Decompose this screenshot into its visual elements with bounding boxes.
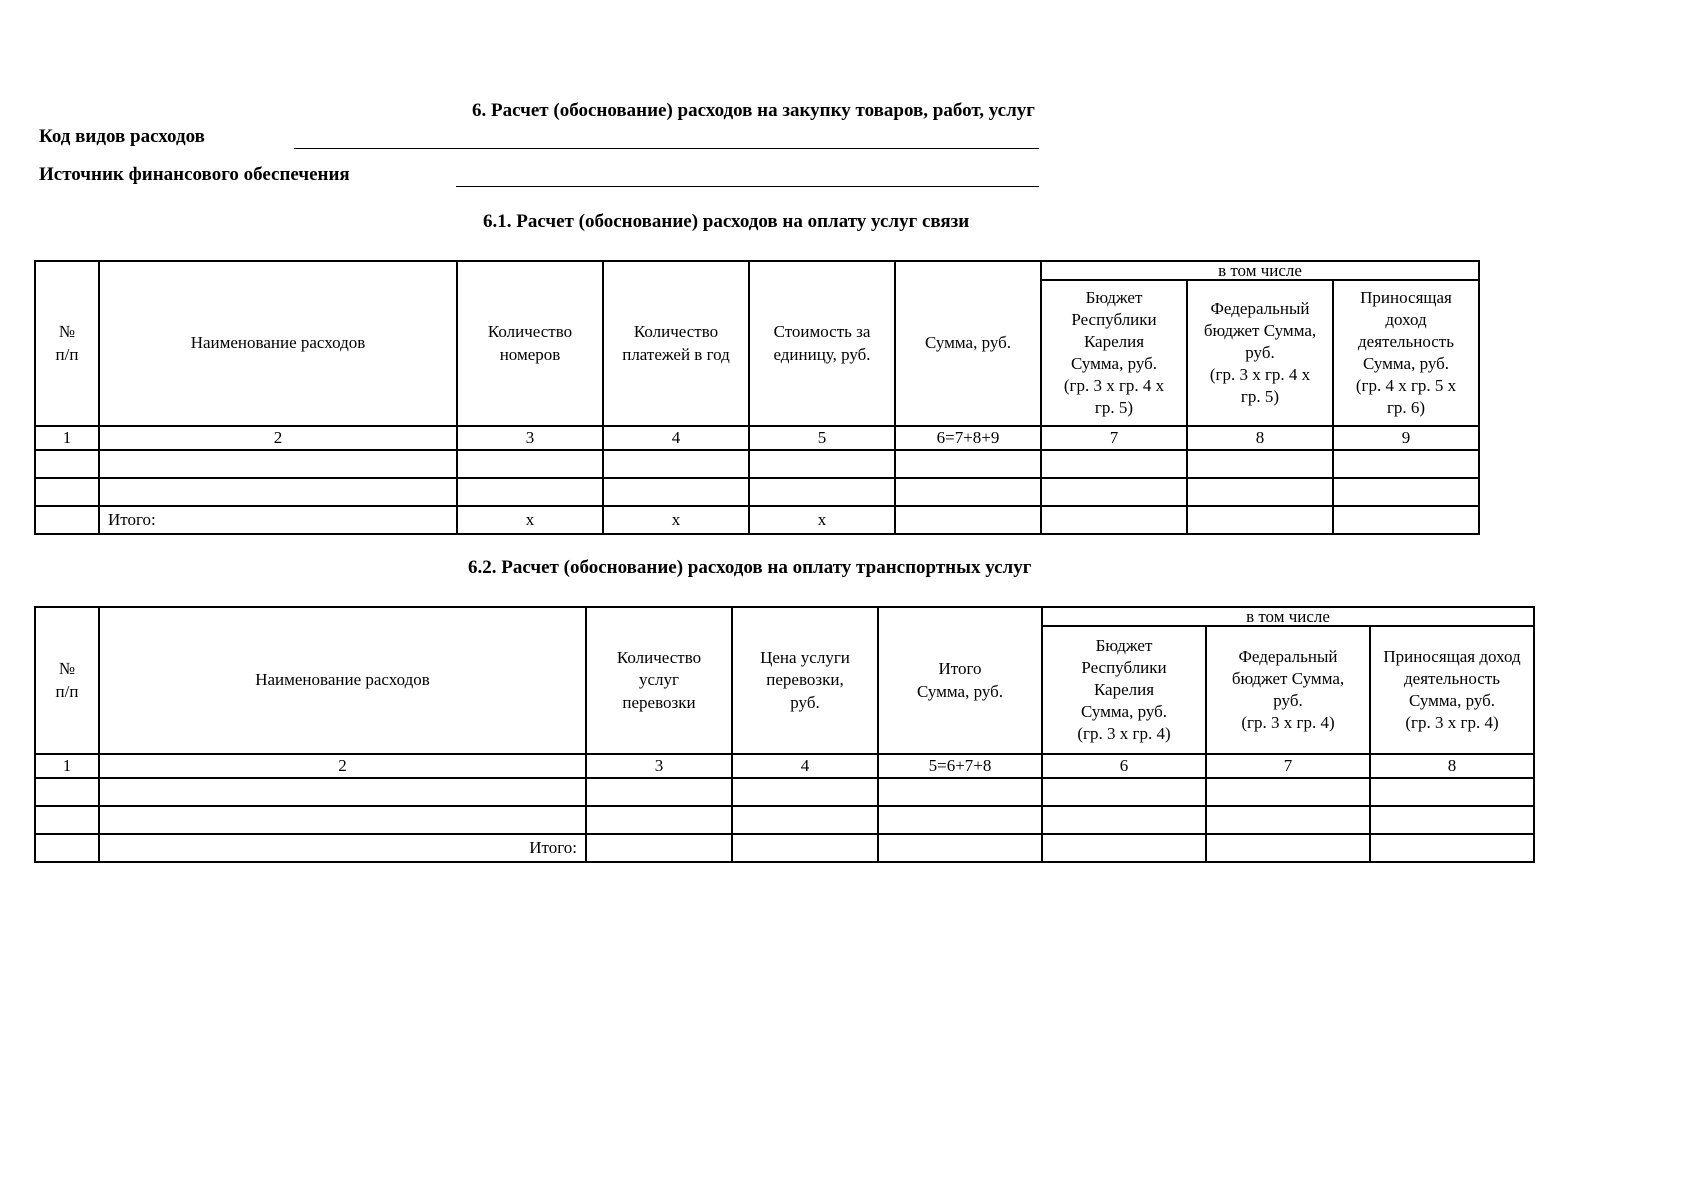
cell[interactable] [586,806,732,834]
header-qty-payments: Количество платежей в год [603,261,749,426]
header-including: в том числе [1042,607,1534,626]
cell[interactable] [1206,806,1370,834]
cell[interactable] [878,778,1042,806]
table-row [35,806,1534,834]
cell[interactable] [99,450,457,478]
header-total-sum: Итого Сумма, руб. [878,607,1042,754]
header-qty: Количество услуг перевозки [586,607,732,754]
col-number: 7 [1206,754,1370,778]
cell[interactable] [749,450,895,478]
funding-source-field[interactable] [456,186,1039,187]
header-budget-rk: Бюджет Республики Карелия Сумма, руб. (гр. 3 x гр. 4) [1042,626,1206,754]
col-number: 7 [1041,426,1187,450]
col-number: 8 [1187,426,1333,450]
col-number: 5=6+7+8 [878,754,1042,778]
cell[interactable] [1041,478,1187,506]
header-num: № п/п [35,607,99,754]
header-federal: Федеральный бюджет Сумма, руб. (гр. 3 x гр. 4 x гр. 5) [1187,280,1333,426]
table-row [35,450,1479,478]
cell[interactable] [586,778,732,806]
expense-code-label: Код видов расходов [39,126,205,147]
cell[interactable] [1333,450,1479,478]
cell[interactable] [1041,506,1187,534]
funding-source-label: Источник финансового обеспечения [39,164,350,185]
table-row [35,478,1479,506]
header-income: Приносящая доход деятельность Сумма, руб. (гр. 3 x гр. 4) [1370,626,1534,754]
transport-services-table [34,606,1535,863]
cell[interactable] [1206,778,1370,806]
col-number: 1 [35,426,99,450]
cell[interactable] [603,478,749,506]
cell[interactable] [732,806,878,834]
cell[interactable] [603,450,749,478]
total-label: Итого: [99,506,457,534]
cell[interactable] [732,834,878,862]
column-number-row [35,754,1534,778]
col-number: 8 [1370,754,1534,778]
cell[interactable] [1187,506,1333,534]
col-number: 2 [99,754,586,778]
cell [35,834,99,862]
cell[interactable] [749,478,895,506]
col-number: 3 [457,426,603,450]
cell[interactable] [35,806,99,834]
table62-title: 6.2. Расчет (обоснование) расходов на оплату транспортных услуг [468,557,1032,578]
cell[interactable] [895,506,1041,534]
cell[interactable] [586,834,732,862]
total-x: x [749,506,895,534]
cell[interactable] [1206,834,1370,862]
cell[interactable] [99,778,586,806]
cell[interactable] [457,450,603,478]
cell[interactable] [1042,806,1206,834]
total-x: x [603,506,749,534]
col-number: 4 [603,426,749,450]
cell[interactable] [1370,778,1534,806]
total-x: x [457,506,603,534]
col-number: 6 [1042,754,1206,778]
header-name: Наименование расходов [99,261,457,426]
col-number: 1 [35,754,99,778]
table-row [35,778,1534,806]
cell[interactable] [99,806,586,834]
communication-services-table [34,260,1480,535]
cell[interactable] [878,834,1042,862]
col-number: 4 [732,754,878,778]
cell[interactable] [1333,506,1479,534]
header-unit-cost: Стоимость за единицу, руб. [749,261,895,426]
header-qty-numbers: Количество номеров [457,261,603,426]
column-number-row [35,426,1479,450]
cell[interactable] [1042,834,1206,862]
total-row [35,506,1479,534]
col-number: 2 [99,426,457,450]
total-row [35,834,1534,862]
header-price: Цена услуги перевозки, руб. [732,607,878,754]
col-number: 3 [586,754,732,778]
cell[interactable] [99,478,457,506]
header-including: в том числе [1041,261,1479,280]
col-number: 5 [749,426,895,450]
header-budget-rk: Бюджет Республики Карелия Сумма, руб. (гр. 3 x гр. 4 x гр. 5) [1041,280,1187,426]
cell[interactable] [457,478,603,506]
header-income: Приносящая доход деятельность Сумма, руб. (гр. 4 x гр. 5 x гр. 6) [1333,280,1479,426]
col-number: 9 [1333,426,1479,450]
expense-code-field[interactable] [294,148,1039,149]
cell[interactable] [35,478,99,506]
cell[interactable] [895,450,1041,478]
cell[interactable] [732,778,878,806]
cell[interactable] [1187,450,1333,478]
cell[interactable] [1370,806,1534,834]
cell[interactable] [1333,478,1479,506]
col-number: 6=7+8+9 [895,426,1041,450]
header-federal: Федеральный бюджет Сумма, руб. (гр. 3 x гр. 4) [1206,626,1370,754]
cell[interactable] [1041,450,1187,478]
header-num: № п/п [35,261,99,426]
total-label: Итого: [99,834,586,862]
cell[interactable] [35,778,99,806]
cell[interactable] [1042,778,1206,806]
section-title: 6. Расчет (обоснование) расходов на закупку товаров, работ, услуг [472,100,1035,121]
table61-title: 6.1. Расчет (обоснование) расходов на оплату услуг связи [483,211,970,232]
header-sum: Сумма, руб. [895,261,1041,426]
cell[interactable] [35,450,99,478]
cell[interactable] [1187,478,1333,506]
cell[interactable] [895,478,1041,506]
cell[interactable] [878,806,1042,834]
cell [35,506,99,534]
header-name: Наименование расходов [99,607,586,754]
cell[interactable] [1370,834,1534,862]
